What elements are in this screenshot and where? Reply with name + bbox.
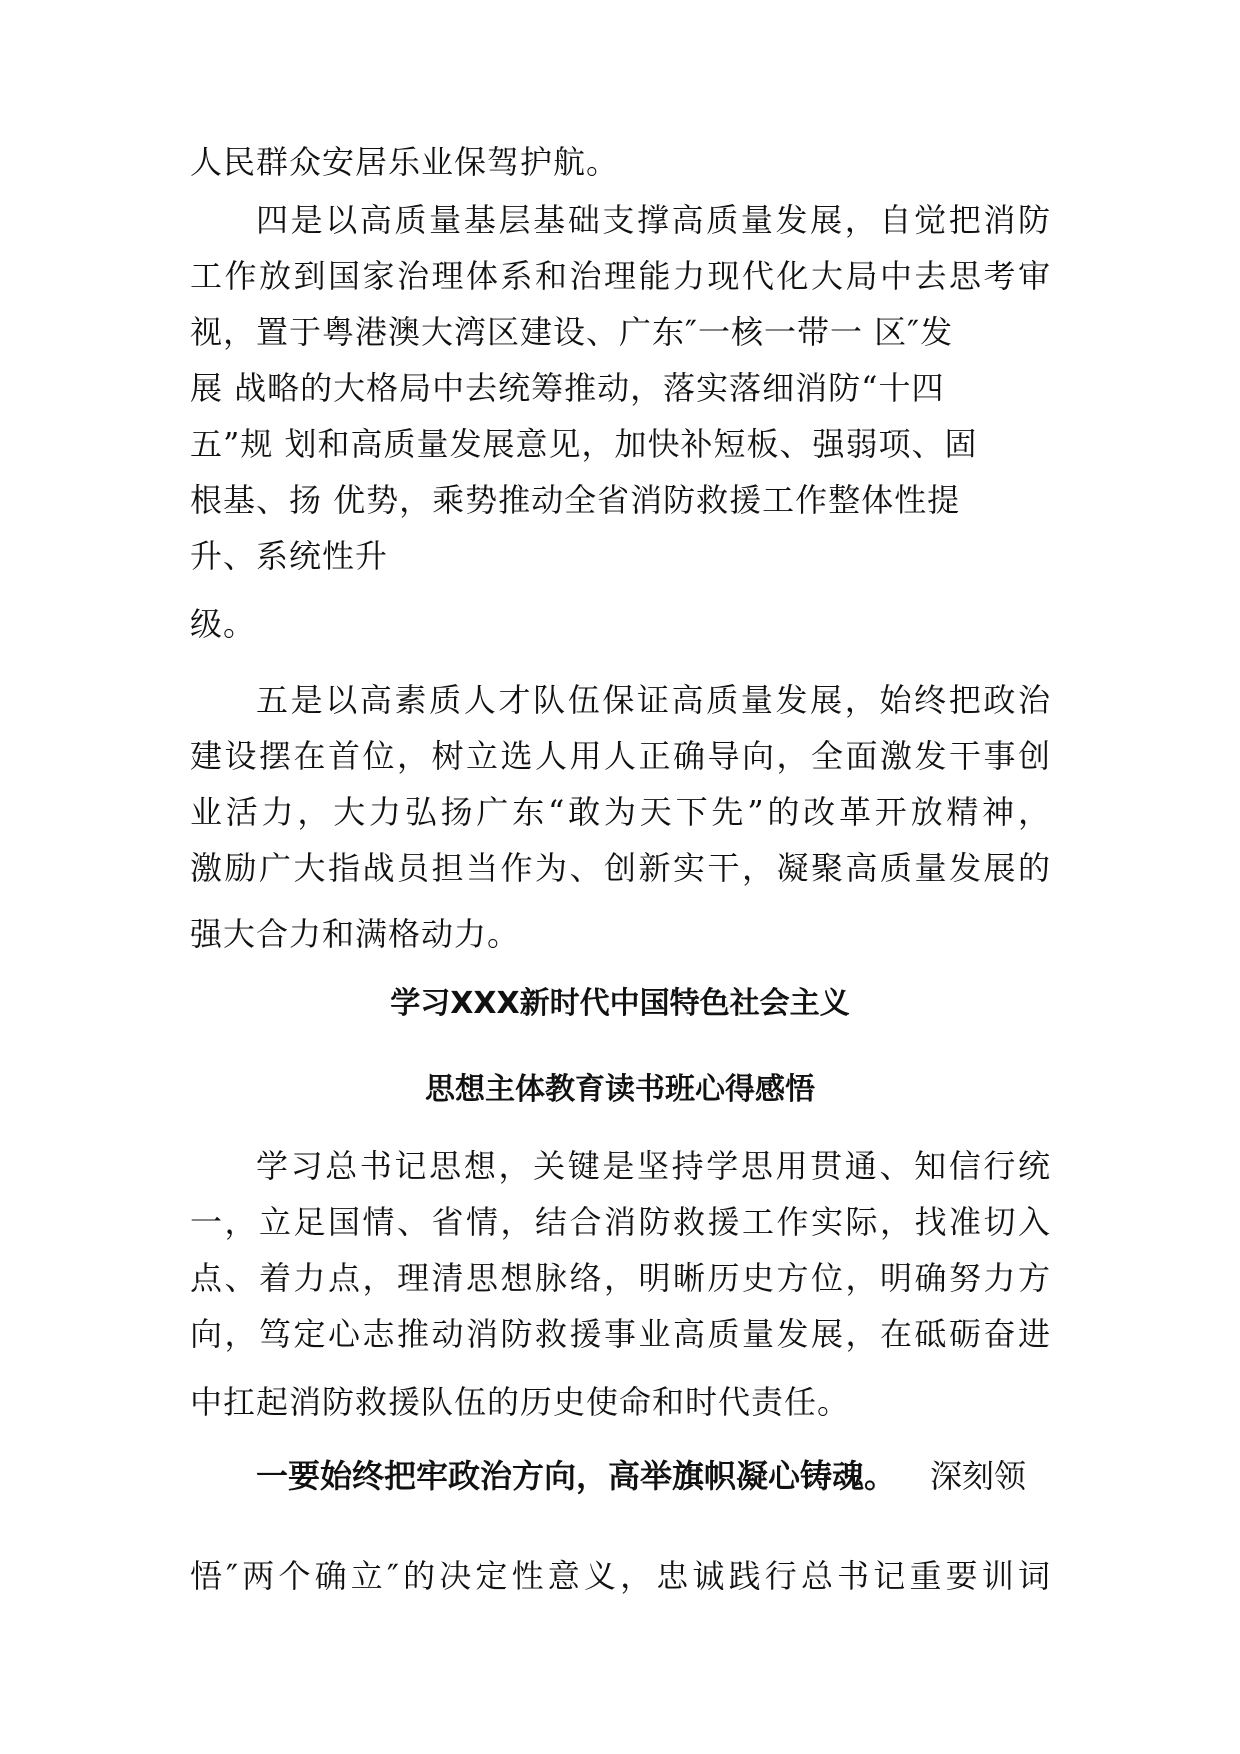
text-line: 展 战略的大格局中去统筹推动，落实落细消防“十四 xyxy=(190,369,945,407)
section-heading-line-2: 思想主体教育读书班心得感悟 xyxy=(425,1072,815,1107)
text-line: 一，立足国情、省情，结合消防救援工作实际，找准切入 xyxy=(190,1203,1050,1241)
text-line: 人民群众安居乐业保驾护航。 xyxy=(190,143,620,181)
text-line: 业活力，大力弘扬广东“敢为天下先”的改革开放精神， xyxy=(190,793,1050,831)
text-line: 级。 xyxy=(190,605,257,643)
point-one-bold-lead: 一要始终把牢政治方向，高举旗帜凝心铸魂。 xyxy=(256,1457,897,1495)
text-line: 建设摆在首位，树立选人用人正确导向，全面激发干事创 xyxy=(190,737,1050,775)
text-line: 升、系统性升 xyxy=(190,537,389,575)
point-one-line xyxy=(256,1456,1026,1496)
text-line: 五”规 划和高质量发展意见，加快补短板、强弱项、固 xyxy=(190,425,978,463)
text-line-last: 悟″两个确立″的决定性意义，忠诚践行总书记重要训词 xyxy=(190,1557,1050,1595)
text-line: 中扛起消防救援队伍的历史使命和时代责任。 xyxy=(190,1383,851,1421)
paragraph-intro-start: 学习总书记思想，关键是坚持学思用贯通、知信行统 xyxy=(256,1147,1050,1185)
text-line: 向，笃定心志推动消防救援事业高质量发展，在砥砺奋进 xyxy=(190,1315,1050,1353)
text-line: 工作放到国家治理体系和治理能力现代化大局中去思考审 xyxy=(190,257,1050,295)
text-line: 点、着力点，理清思想脉络，明晰历史方位，明确努力方 xyxy=(190,1259,1050,1297)
text-line: 根基、扬 优势，乘势推动全省消防救援工作整体性提 xyxy=(190,481,961,519)
text-line: 强大合力和满格动力。 xyxy=(190,915,521,953)
point-one-rest: 深刻领 xyxy=(930,1457,1027,1495)
text-line: 激励广大指战员担当作为、创新实干，凝聚高质量发展的 xyxy=(190,849,1050,887)
text-line: 视，置于粤港澳大湾区建设、广东″一核一带一 区″发 xyxy=(190,313,954,351)
paragraph-four-start: 四是以高质量基层基础支撑高质量发展，自觉把消防 xyxy=(256,201,1050,239)
paragraph-five-start: 五是以高素质人才队伍保证高质量发展，始终把政治 xyxy=(256,681,1050,719)
section-heading-line-1: 学习XXX新时代中国特色社会主义 xyxy=(390,986,850,1021)
